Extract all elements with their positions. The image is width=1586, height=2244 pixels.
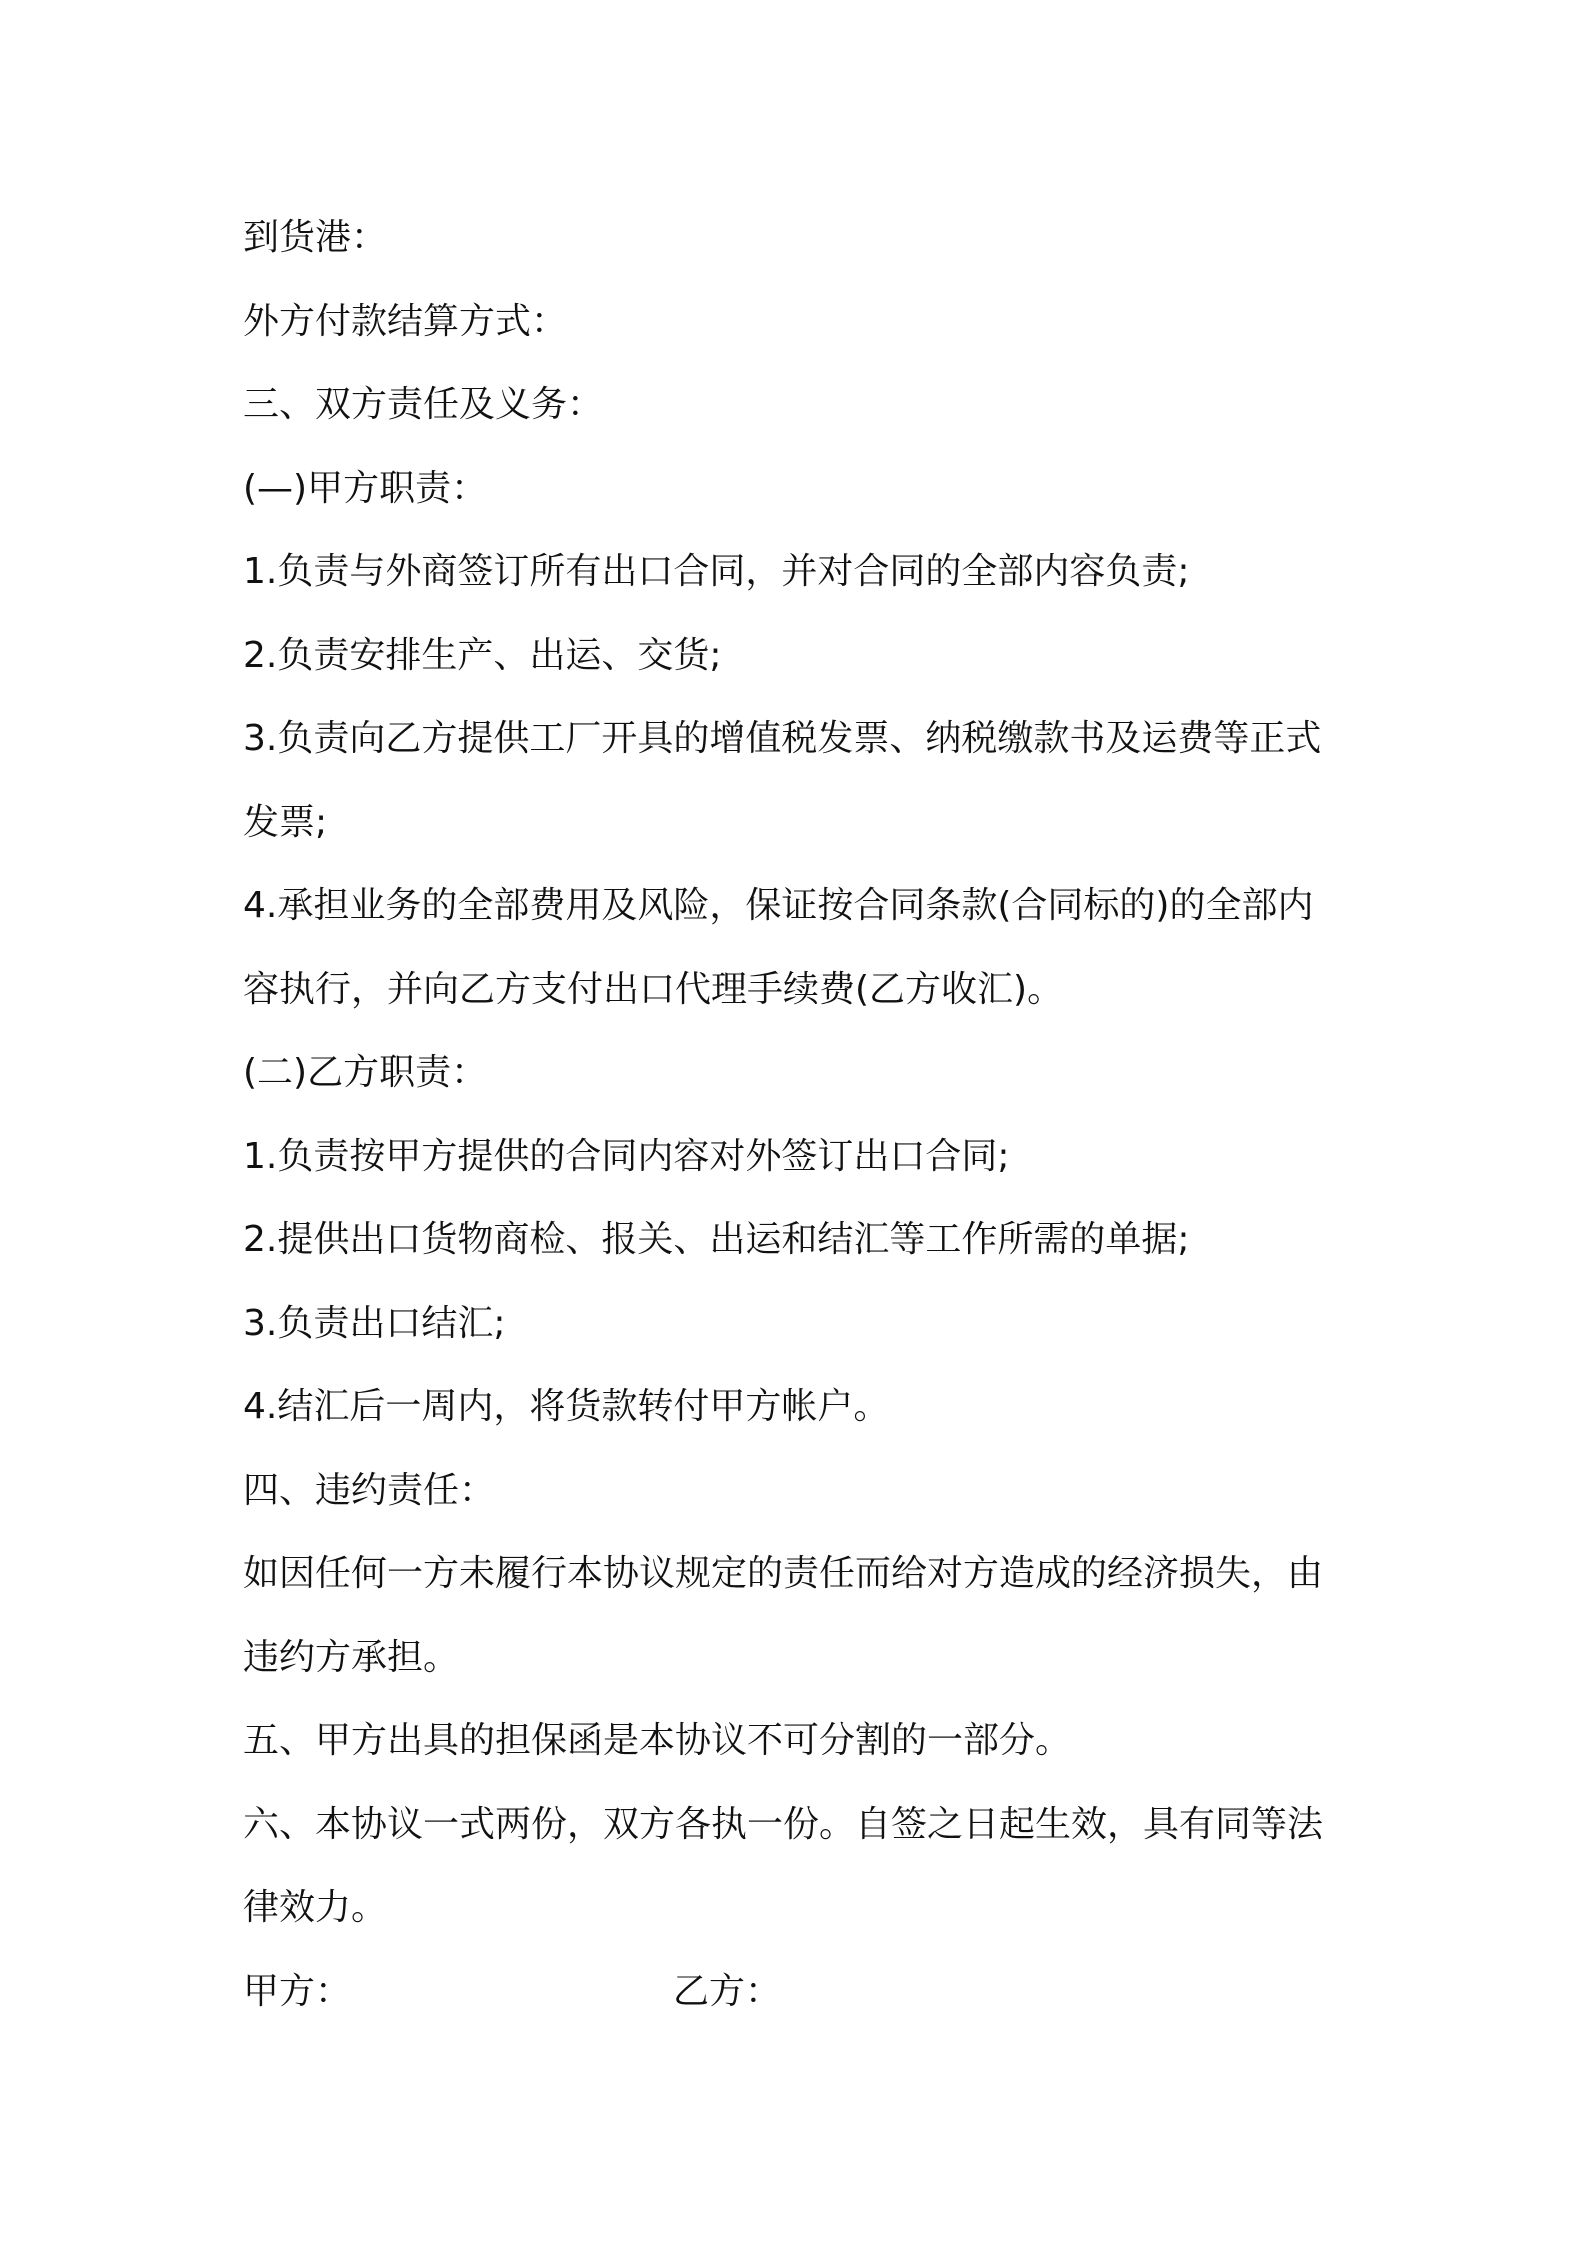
party-b-duty-4: 4.结汇后一周内，将货款转付甲方帐户。 <box>243 1386 890 1427</box>
breach-clause: 如因任何一方未履行本协议规定的责任而给对方造成的经济损失，由 <box>243 1553 1324 1594</box>
party-a-duty-3: 3.负责向乙方提供工厂开具的增值税发票、纳税缴款书及运费等正式 <box>243 718 1322 759</box>
party-a-duty-2: 2.负责安排生产、出运、交货; <box>243 634 722 676</box>
payment-method-line: 外方付款结算方式： <box>243 300 568 342</box>
party-a-duty-4: 4.承担业务的全部费用及风险，保证按合同条款(合同标的)的全部内 <box>243 885 1314 926</box>
party-b-duty-1: 1.负责按甲方提供的合同内容对外签订出口合同; <box>243 1135 1010 1177</box>
section-3-heading: 三、双方责任及义务： <box>243 384 604 425</box>
party-a-signature-label: 甲方： <box>243 1970 352 2012</box>
section-6-cont: 律效力。 <box>243 1887 388 1928</box>
party-a-duty-4-cont: 容执行，并向乙方支付出口代理手续费(乙方收汇)。 <box>243 968 1064 1010</box>
party-b-duties-heading: (二)乙方职责： <box>243 1052 488 1093</box>
breach-clause-cont: 违约方承担。 <box>243 1636 460 1678</box>
party-b-signature-label: 乙方： <box>673 1970 782 2012</box>
arrival-port-line: 到货港： <box>243 217 388 258</box>
section-5: 五、甲方出具的担保函是本协议不可分割的一部分。 <box>243 1720 1072 1761</box>
party-a-duty-3-cont: 发票; <box>243 801 328 843</box>
party-b-duty-2: 2.提供出口货物商检、报关、出运和结汇等工作所需的单据; <box>243 1219 1190 1260</box>
section-4-heading: 四、违约责任： <box>243 1469 496 1511</box>
signature-row <box>243 1950 1363 2034</box>
document-body <box>243 196 1363 2033</box>
party-b-duty-3: 3.负责出口结汇; <box>243 1302 506 1344</box>
party-a-duty-1: 1.负责与外商签订所有出口合同，并对合同的全部内容负责; <box>243 551 1190 592</box>
section-6: 六、本协议一式两份，双方各执一份。自签之日起生效，具有同等法 <box>243 1803 1324 1845</box>
party-a-duties-heading: (—)甲方职责： <box>243 467 488 509</box>
